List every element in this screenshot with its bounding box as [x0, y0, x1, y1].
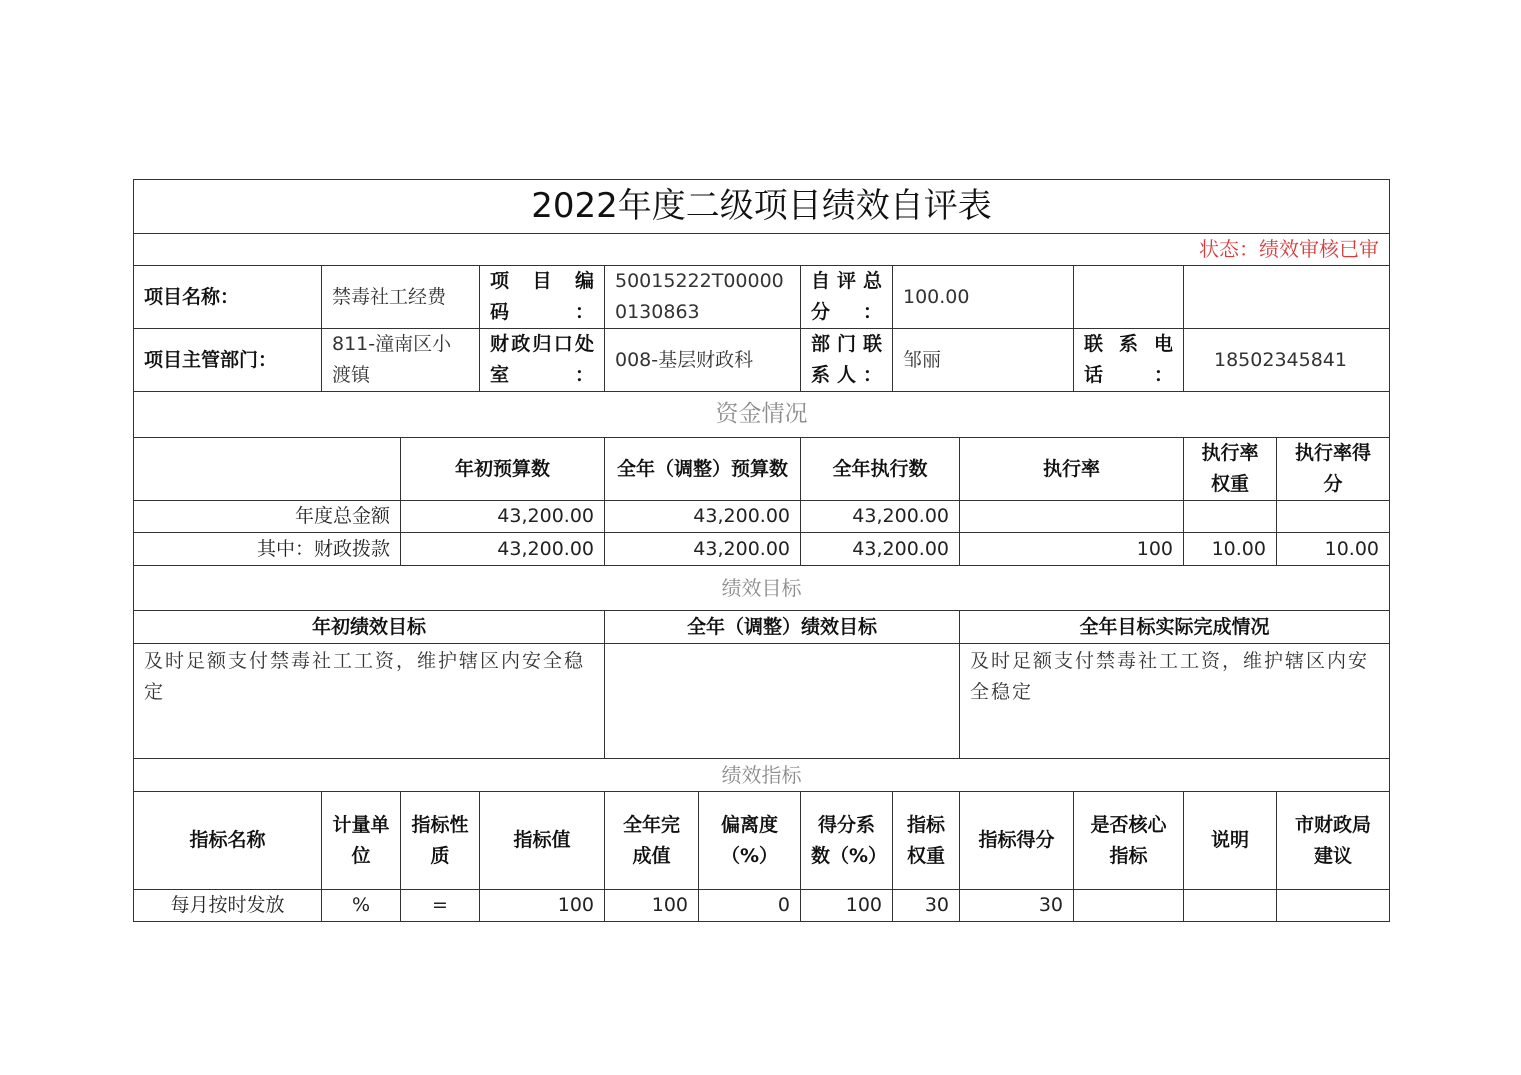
funds-score [1277, 501, 1390, 533]
table-row [134, 890, 1390, 922]
self-score-value: 100.00 [893, 266, 1074, 329]
indicator-core [1074, 890, 1184, 922]
funds-budget: 43,200.00 [401, 533, 605, 566]
evaluation-table [133, 179, 1390, 922]
indicators-header: 得分系数（%） [801, 792, 893, 890]
phone-value: 18502345841 [1184, 329, 1390, 392]
indicators-header: 全年完成值 [605, 792, 699, 890]
funds-weight: 10.00 [1184, 533, 1277, 566]
contact-value: 邹丽 [893, 329, 1074, 392]
project-name-value: 禁毒社工经费 [322, 266, 480, 329]
indicator-nature: = [401, 890, 480, 922]
goals-header: 全年目标实际完成情况 [960, 611, 1390, 644]
funds-executed: 43,200.00 [801, 501, 960, 533]
funds-executed: 43,200.00 [801, 533, 960, 566]
indicators-section-title: 绩效指标 [134, 759, 1390, 792]
indicator-value: 100 [480, 890, 605, 922]
goals-header: 年初绩效目标 [134, 611, 605, 644]
indicators-header: 指标性质 [401, 792, 480, 890]
finance-office-value: 008-基层财政科 [605, 329, 801, 392]
funds-header: 执行率得分 [1277, 438, 1390, 501]
indicators-header: 指标得分 [960, 792, 1074, 890]
self-score-label: 自评总分： [801, 266, 893, 329]
empty-cell [1074, 266, 1184, 329]
funds-rate: 100 [960, 533, 1184, 566]
goal-adjusted [605, 644, 960, 759]
goals-header: 全年（调整）绩效目标 [605, 611, 960, 644]
indicators-header: 指标值 [480, 792, 605, 890]
indicator-unit: % [322, 890, 401, 922]
empty-cell [134, 438, 401, 501]
dept-value: 811-潼南区小渡镇 [322, 329, 480, 392]
project-name-label: 项目名称： [134, 266, 322, 329]
funds-header: 全年（调整）预算数 [605, 438, 801, 501]
indicator-completed: 100 [605, 890, 699, 922]
indicator-deviation: 0 [699, 890, 801, 922]
funds-header: 全年执行数 [801, 438, 960, 501]
goals-section-title: 绩效目标 [134, 566, 1390, 611]
funds-section-title: 资金情况 [134, 392, 1390, 438]
funds-header: 执行率 [960, 438, 1184, 501]
table-row [134, 533, 1390, 566]
funds-adjusted: 43,200.00 [605, 501, 801, 533]
indicator-advice [1277, 890, 1390, 922]
indicator-score: 30 [960, 890, 1074, 922]
page-title: 2022年度二级项目绩效自评表 [134, 180, 1390, 234]
funds-weight [1184, 501, 1277, 533]
indicator-coef: 100 [801, 890, 893, 922]
funds-rate [960, 501, 1184, 533]
status-badge: 状态：绩效审核已审 [134, 234, 1390, 266]
funds-header: 执行率权重 [1184, 438, 1277, 501]
project-code-value: 50015222T000000130863 [605, 266, 801, 329]
goal-actual: 及时足额支付禁毒社工工资，维护辖区内安全稳定 [960, 644, 1390, 759]
indicator-weight: 30 [893, 890, 960, 922]
empty-cell [1184, 266, 1390, 329]
indicators-header: 指标权重 [893, 792, 960, 890]
funds-score: 10.00 [1277, 533, 1390, 566]
indicators-header: 市财政局建议 [1277, 792, 1390, 890]
funds-header: 年初预算数 [401, 438, 605, 501]
funds-adjusted: 43,200.00 [605, 533, 801, 566]
funds-budget: 43,200.00 [401, 501, 605, 533]
funds-row-label: 其中：财政拨款 [134, 533, 401, 566]
indicator-note [1184, 890, 1277, 922]
phone-label: 联 系 电 话： [1074, 329, 1184, 392]
indicators-header: 偏离度（%） [699, 792, 801, 890]
project-code-label: 项 目 编 码： [480, 266, 605, 329]
table-row [134, 501, 1390, 533]
finance-office-label: 财政归口处室： [480, 329, 605, 392]
contact-label: 部门联系人： [801, 329, 893, 392]
indicators-header: 指标名称 [134, 792, 322, 890]
indicator-name: 每月按时发放 [134, 890, 322, 922]
indicators-header: 是否核心指标 [1074, 792, 1184, 890]
funds-row-label: 年度总金额 [134, 501, 401, 533]
indicators-header: 说明 [1184, 792, 1277, 890]
indicators-header: 计量单位 [322, 792, 401, 890]
goal-initial: 及时足额支付禁毒社工工资，维护辖区内安全稳定 [134, 644, 605, 759]
dept-label: 项目主管部门： [134, 329, 322, 392]
